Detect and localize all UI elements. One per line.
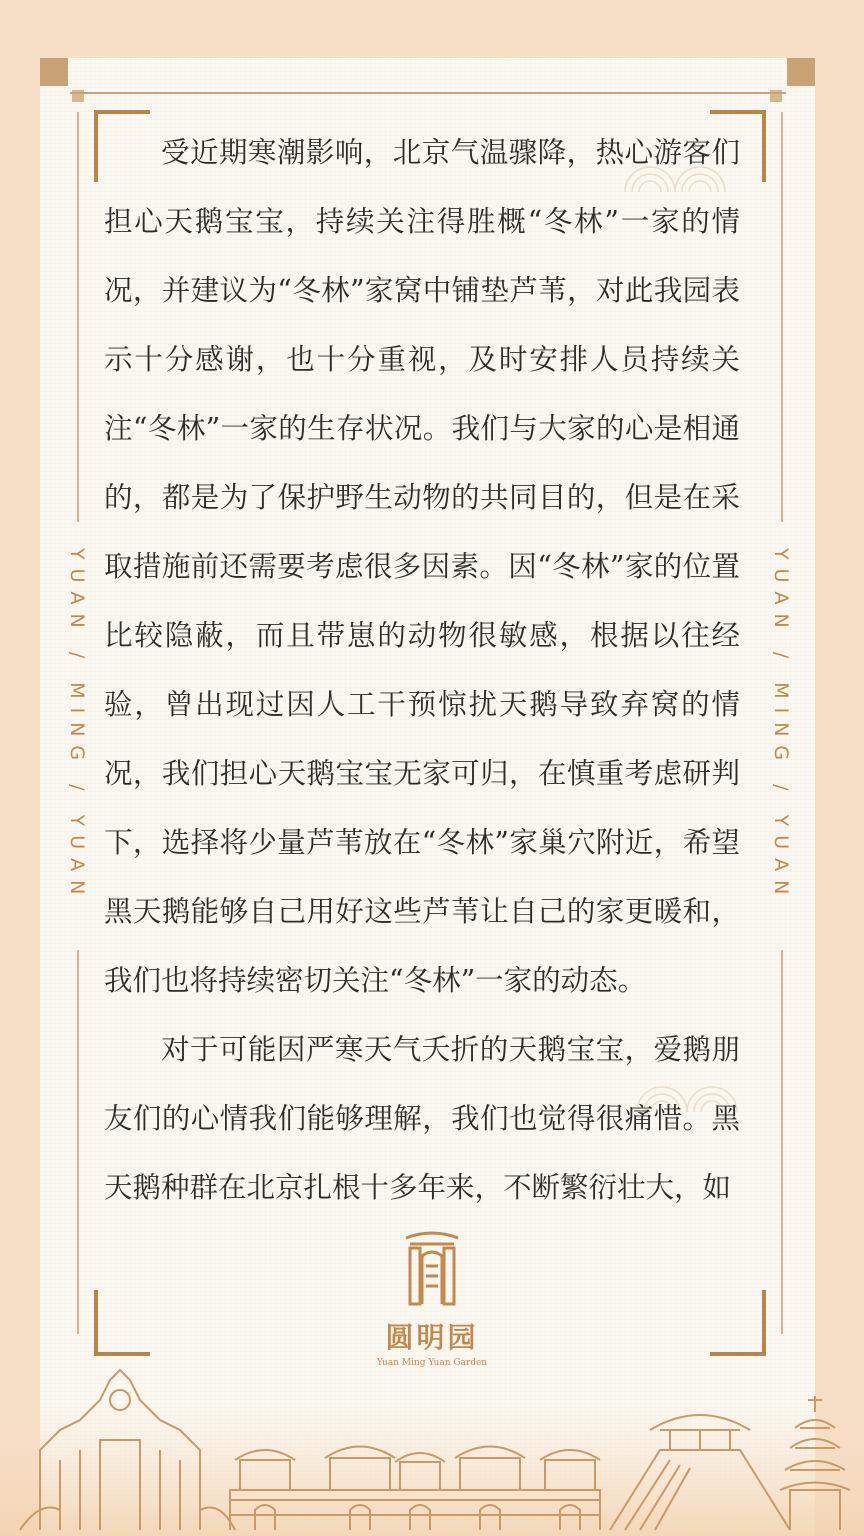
logo-chinese-name: 圆明园 — [385, 1321, 479, 1354]
paragraph-1: 受近期寒潮影响，北京气温骤降，热心游客们担心天鹅宝宝，持续关注得胜概“冬林”一家的情况，并建议为“冬林”家窝中铺垫芦苇，对此我园表示十分感谢，也十分重视，及时安排人员持续关注“冬林”一家的生存状况。我们与大家的心是相通的，都是为了保护野生动物的共同目的，但是在采取措施前还需要考虑很多因素。因“冬林”家的位置比较隐蔽，而且带崽的动物很敏感，根据以往经验，曾出现过因人工干预惊扰天鹅导致弃窝的情况，我们担心天鹅宝宝无家可归，在慎重考虑研判下，选择将少量芦苇放在“冬林”家巢穴附近，希望黑天鹅能够自己用好这些芦苇让自己的家更暖和，我们也将持续密切关注“冬林”一家的动态。 — [104, 136, 740, 997]
left-rule-lower — [77, 950, 79, 1334]
left-rule-upper — [77, 112, 79, 522]
paragraph-2: 对于可能因严寒天气夭折的天鹅宝宝，爱鹅朋友们的心情我们能够理解，我们也觉得很痛惜。黑天鹅种群在北京扎根十多年来，不断繁衍壮大，如 — [104, 1033, 740, 1204]
corner-square-right — [787, 58, 815, 86]
logo-english-name: Yuan Ming Yuan Garden — [376, 1358, 488, 1368]
palace-skyline-illustration — [0, 1340, 864, 1536]
article-body — [104, 118, 740, 1222]
side-text-right: YUAN / MING / YUAN — [770, 548, 792, 904]
top-divider-line — [70, 92, 786, 94]
side-text-left: YUAN / MING / YUAN — [66, 548, 88, 904]
right-rule-upper — [781, 112, 783, 522]
corner-square-left — [40, 58, 68, 86]
gate-emblem-icon — [400, 1226, 464, 1310]
right-rule-lower — [781, 950, 783, 1334]
